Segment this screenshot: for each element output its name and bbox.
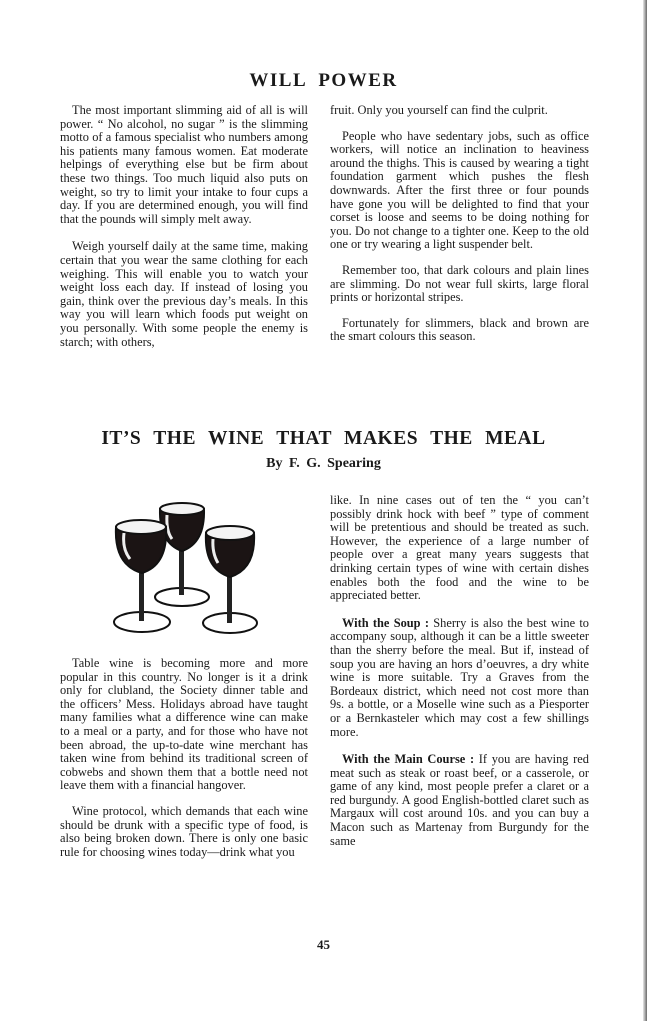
paragraph: Table wine is becoming more and more popular in this country. No longer is it a drink only for clubland, the Society dinner table and the officers’ Mess. Holidays abroad have taught many families what a difference wine can make to a meal or a party, and for those who have not been abroad, the up-to-date wine merchant has taken wine from behind its traditional screen of cobwebs and shown them that a bottle need not leave them with a financial hangover. [60,656,308,793]
paragraph: People who have sedentary jobs, such as office workers, will notice an inclination to heaviness around the thighs. This is caused by wearing a tight foundation garment which pushes the flesh downwards. After the first three or four pounds have gone you will be delighted to find that your corset is loose and seems to be doing nothing for you. Do not change to a tighter one. Keep to the old one or try wearing a light suspender belt. [330,128,589,252]
page-number: 45 [317,937,330,952]
article-title-will-power: WILL POWER [249,70,398,91]
soup-text: Sherry is also the best wine to accompany soup, although it can be a little sweeter than the sherry before the meal. But if, instead of soup you are having an hors d’oeuvres, a dry white wine is more suitable. Try a Graves from the Bordeaux district, which need not cost more than 9s. a bottle, or a Moselle wine such as a Piesporter or a Bernkasteler which may cost a few shillings more. [330,615,590,739]
article-title-wine: IT’S THE WINE THAT MAKES THE MEAL [101,428,546,449]
paragraph: The most important slimming aid of all is will power. “ No alcohol, no sugar ” is the slimming motto of a famous specialist who numbers among his patients many famous women. Eat moderate helpings of everything else but be firm about these two things. Too much liquid also puts on weight, so try to limit your intake to four cups a day. If you are determined enough, you will find that the pounds will simply melt away. [60,103,308,226]
paragraph: Weigh yourself daily at the same time, making certain that you wear the same clothing for each weighing. This will enable you to watch your weight loss each day. If instead of losing you gain, think over the previous day’s meals. In this way you will learn which foods put weight on you personally. With some people the enemy is starch; with others, [60,239,308,349]
paragraph: Remember too, that dark colours and plain lines are slimming. Do not wear full skirts, large floral prints or horizontal stripes. [330,262,589,305]
subheading-soup: With the Soup : [342,615,429,630]
paragraph: fruit. Only you yourself can find the culprit. [330,103,548,117]
page-edge-shadow [643,0,647,1021]
wine-glass-right [203,526,257,633]
subheading-main-course: With the Main Course : [342,752,475,767]
main-course-text: If you are having red meat such as steak or roast beef, or a casserole, or game of any kind, most people prefer a claret or a red burgundy. A good English-bottled claret such as Margaux will cost around 10s. and you can buy a Macon such as Martenay from Burgundy for the same [330,752,589,848]
paragraph: Fortunately for slimmers, black and brown are the smart colours this season. [330,315,589,344]
paragraph-main-course [330,753,589,848]
wine-column-1 [60,657,308,871]
paragraph: like. In nine cases out of ten the “ you can’t possibly drink hock with beef ” type of comment will be pretentious and should be treated as such. However, the experience of a large number of people over a great many years suggests that drinking certain types of wine with certain dishes enables both the food and the wine to be appreciated better. [330,493,589,603]
paragraph: Wine protocol, which demands that each wine should be drunk with a specific type of food, is also being broken down. There is only one basic rule for choosing wines today—drink what you [60,803,308,859]
wine-glasses-icon [102,497,272,639]
will-power-column-1 [60,104,308,361]
wine-glass-left [114,520,170,632]
will-power-column-2 [330,104,589,356]
paragraph-soup [330,617,589,739]
byline: By F. G. Spearing [266,456,381,471]
wine-column-2 [330,494,589,860]
